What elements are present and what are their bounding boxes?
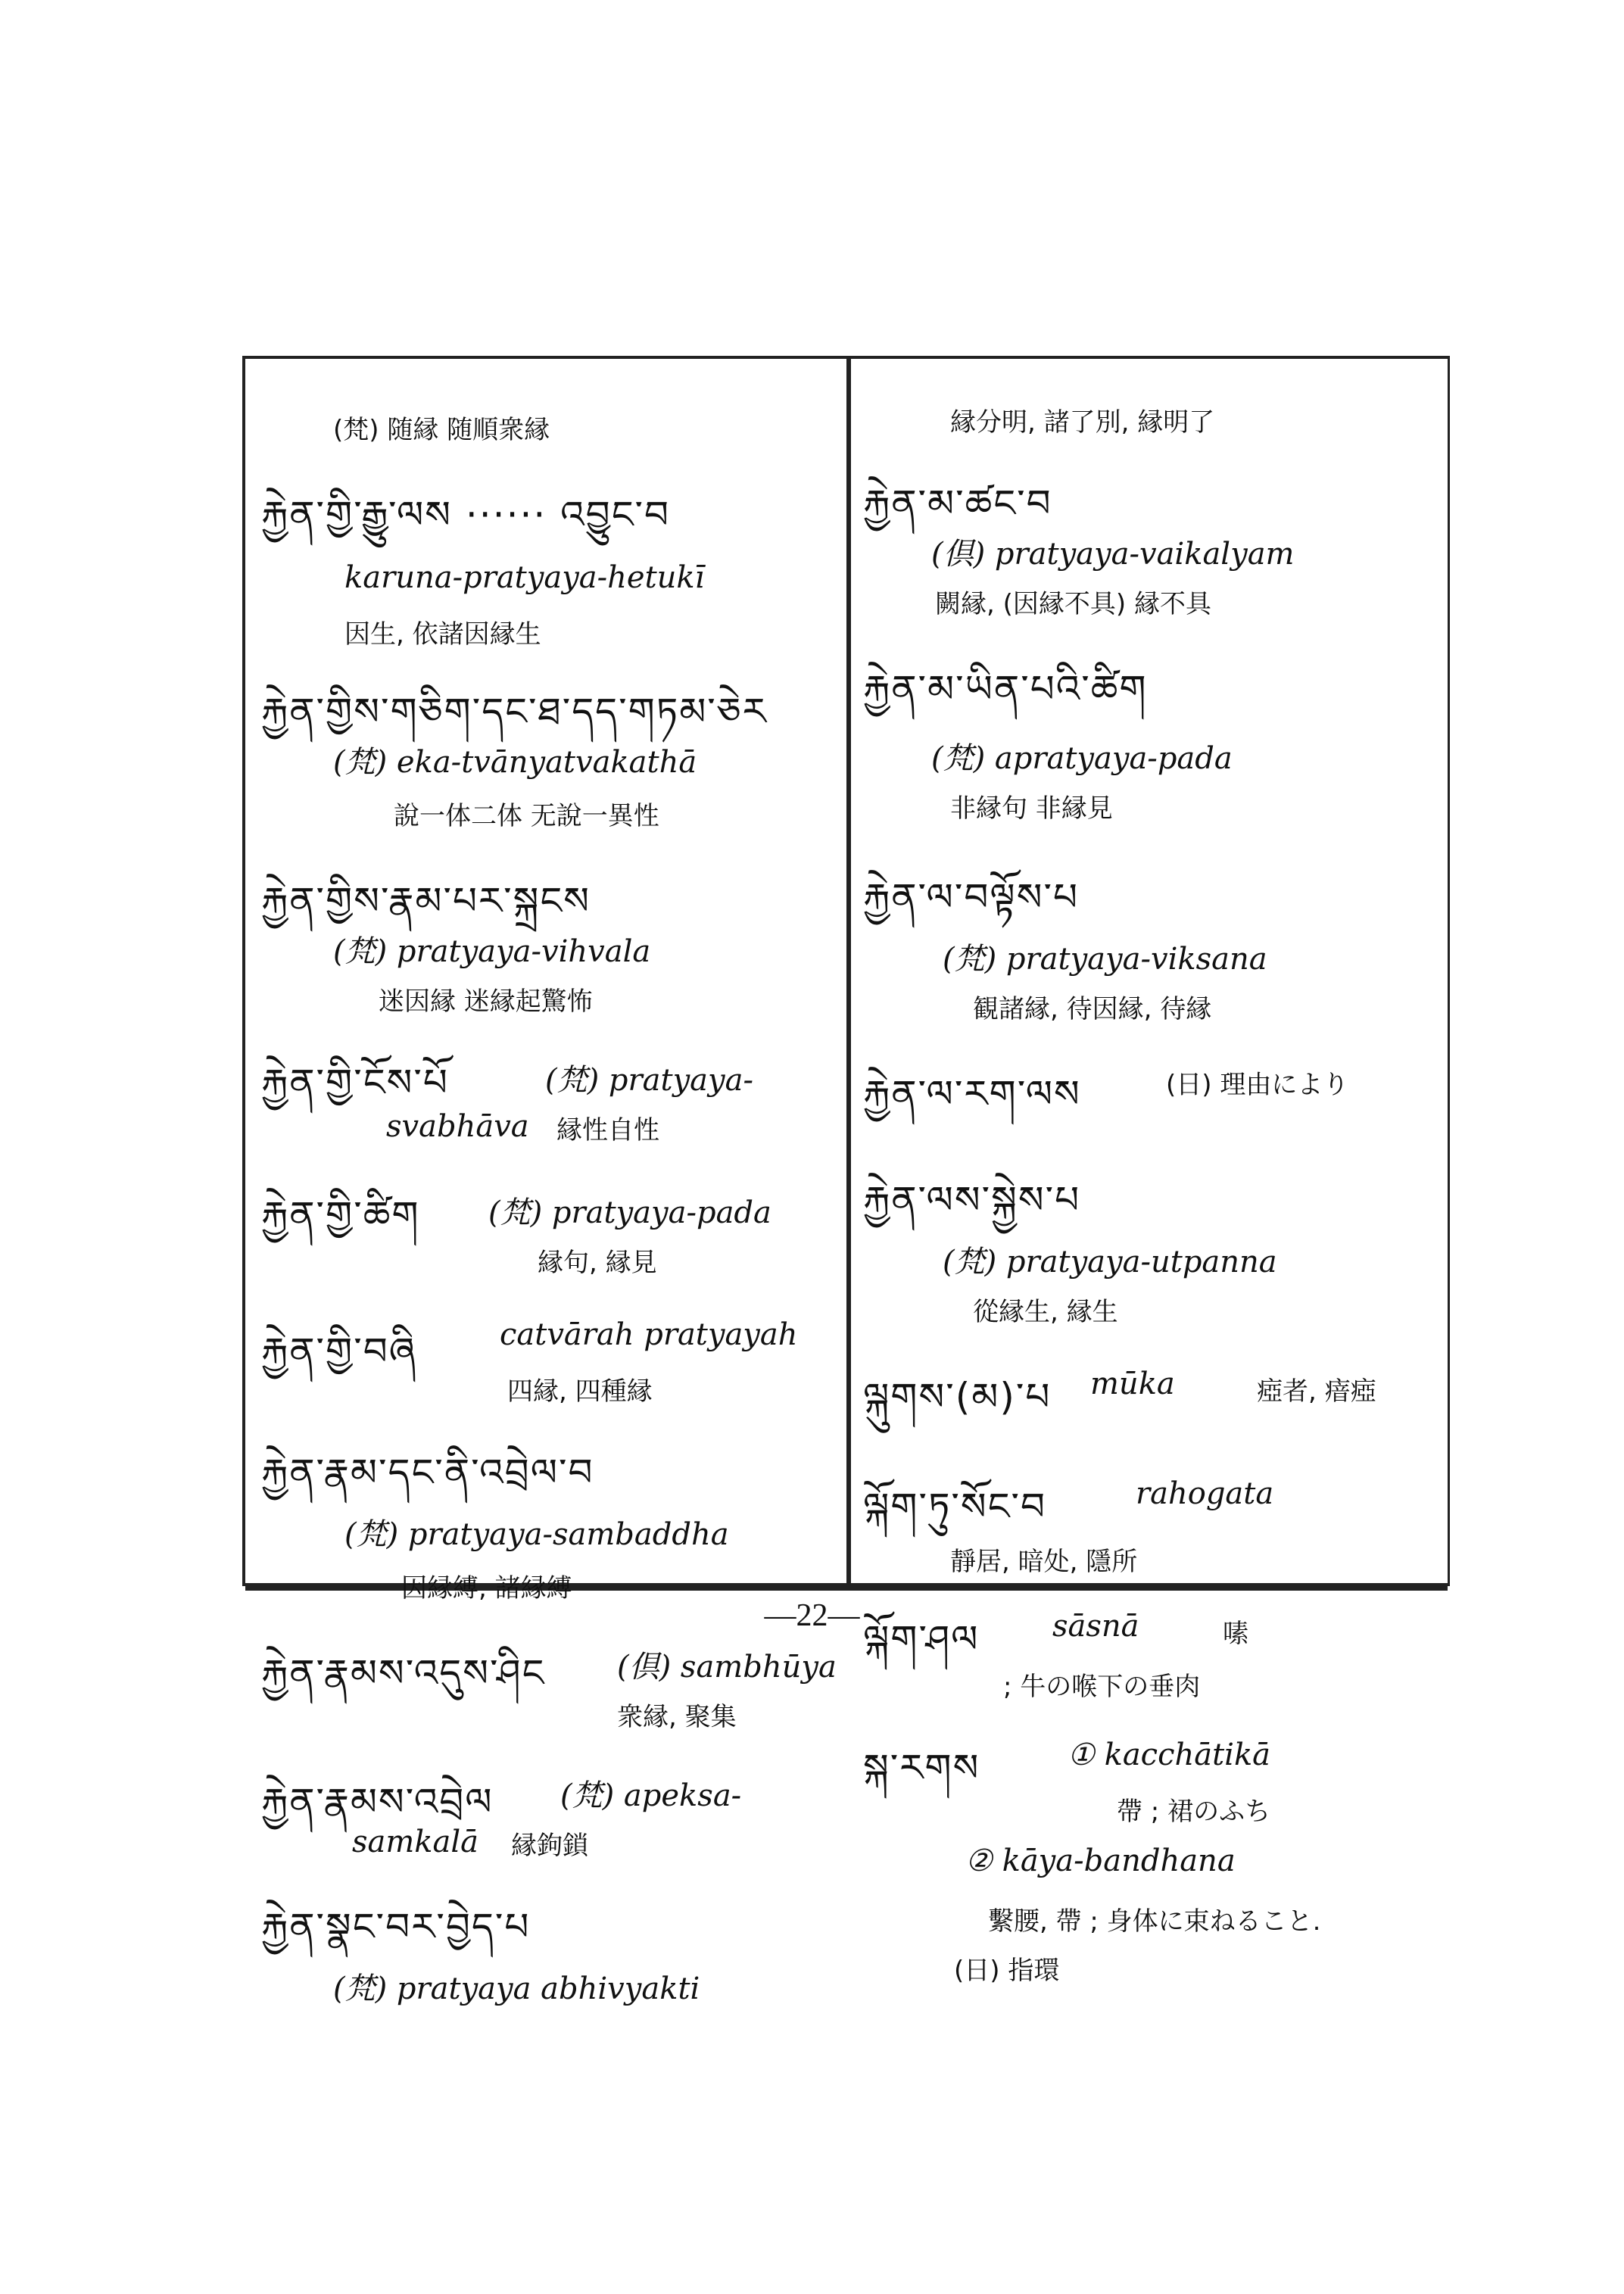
- tibetan-headword: རྐྱེན་ལས་སྐྱེས་པ: [863, 1178, 1081, 1222]
- sanskrit-term-cont: svabhāva: [386, 1109, 529, 1144]
- sanskrit-term: (梵) pratyaya abhivyakti: [333, 1971, 700, 2006]
- tibetan-headword: ལྐུགས་(མ)་པ: [863, 1375, 1052, 1419]
- tibetan-headword: རྐྱེན་ལ་རག་ལས: [863, 1072, 1081, 1116]
- entry-text: (梵) 随縁 随順衆縁: [333, 415, 550, 445]
- tibetan-headword: རྐྱེན་གྱི་བཞི: [261, 1329, 417, 1373]
- chinese-gloss: 縁句, 縁見: [538, 1248, 657, 1278]
- chinese-gloss: 非縁句 非縁見: [950, 793, 1113, 824]
- japanese-note: ; 牛の喉下の垂肉: [1003, 1672, 1201, 1702]
- sanskrit-term: (梵) pratyaya-: [545, 1063, 753, 1098]
- chinese-gloss: 縁性自性: [556, 1115, 659, 1145]
- chinese-gloss: 迷因縁 迷縁起驚怖: [379, 986, 593, 1017]
- sanskrit-term: (梵) pratyaya-viksana: [943, 942, 1267, 977]
- sanskrit-term: rahogata: [1136, 1476, 1274, 1511]
- tibetan-headword: རྐྱེན་མ་ཡིན་པའི་ཚིག: [863, 667, 1148, 711]
- tibetan-headword: རྐྱེན་གྱིས་རྣམ་པར་སྐྲངས: [261, 879, 591, 923]
- sanskrit-term: (梵) apratyaya-pada: [931, 741, 1233, 776]
- sanskrit-term: (倶) pratyaya-vaikalyam: [931, 537, 1295, 572]
- sanskrit-term: (倶) sambhūya: [617, 1650, 837, 1685]
- sanskrit-term: karuna-pratyaya-hetukī: [344, 560, 705, 595]
- chinese-gloss: 縁鉤鎖: [511, 1831, 588, 1861]
- chinese-gloss: 嗉: [1223, 1619, 1248, 1649]
- tibetan-headword: རྐྱེན་གྱིས་གཅིག་དང་ཐ་དད་གཏམ་ཅེར: [261, 690, 768, 734]
- sanskrit-term: catvārah pratyayah: [500, 1317, 798, 1352]
- chinese-gloss: 因生, 依諸因縁生: [344, 619, 541, 650]
- sanskrit-term: (梵) pratyaya-sambaddha: [344, 1517, 729, 1552]
- sanskrit-term-cont: samkalā: [352, 1825, 479, 1859]
- tibetan-headword: རྐྱེན་རྣམས་འདུས་ཤིང: [261, 1651, 546, 1695]
- sanskrit-term: sāsnā: [1052, 1609, 1139, 1644]
- tibetan-headword: རྐྱེན་རྣམ་དང་ནི་འབྲེལ་བ: [261, 1451, 594, 1495]
- entry-text: 縁分明, 諸了別, 縁明了: [950, 407, 1215, 438]
- tibetan-headword: རྐྱེན་གྱི་རྒྱུ་ལས ······ འབྱུང་བ: [261, 493, 671, 537]
- chinese-gloss: 說一体二体 无說一異性: [394, 801, 659, 831]
- tibetan-headword: རྐྱེན་མ་ཚང་བ: [863, 482, 1052, 525]
- tibetan-headword: རྐྱེན་གྱི་ངོས་པོ: [261, 1061, 449, 1105]
- right-column: [863, 371, 1442, 1986]
- chinese-gloss: 四縁, 四種縁: [507, 1376, 653, 1407]
- chinese-gloss: 観諸縁, 待因縁, 待縁: [973, 994, 1212, 1024]
- chinese-gloss: 瘂者, 瘖瘂: [1257, 1376, 1376, 1407]
- chinese-gloss: 從縁生, 縁生: [973, 1297, 1118, 1327]
- sanskrit-term: (梵) pratyaya-pada: [488, 1195, 771, 1230]
- chinese-gloss: (日) 指環: [954, 1956, 1060, 1986]
- tibetan-headword: རྐྱེན་རྣམས་འབྲེལ: [261, 1780, 494, 1824]
- sanskrit-term: mūka: [1090, 1367, 1175, 1401]
- chinese-gloss: 因縁縛, 諸縁縛: [401, 1573, 572, 1604]
- chinese-gloss: 闕縁, (因縁不具) 縁不具: [935, 589, 1211, 619]
- sanskrit-term: (梵) pratyaya-utpanna: [943, 1245, 1277, 1279]
- tibetan-headword: རྐྱེན་ལ་བལྟོས་པ: [863, 875, 1079, 919]
- chinese-gloss: 繫腰, 帶 ; 身体に束ねること.: [988, 1906, 1321, 1937]
- page-number: —22—: [764, 1598, 860, 1633]
- chinese-gloss: 衆縁, 聚集: [617, 1702, 737, 1732]
- column-divider: [846, 356, 851, 1586]
- sanskrit-term: (梵) apeksa-: [560, 1778, 742, 1813]
- tibetan-headword: ལྐོག་ཤལ: [863, 1617, 980, 1661]
- tibetan-headword: རྐྱེན་གྱི་ཚིག: [261, 1193, 420, 1237]
- tibetan-headword: ལྐོག་ཏུ་སོང་བ: [863, 1485, 1047, 1529]
- tibetan-headword: སྐ་རགས: [863, 1746, 980, 1790]
- tibetan-headword: རྐྱེན་སྣང་བར་བྱེད་པ: [261, 1905, 531, 1949]
- chinese-gloss: (日) 理由により: [1166, 1070, 1349, 1100]
- sanskrit-term: ① kacchātikā: [1068, 1738, 1271, 1772]
- sanskrit-term: (梵) pratyaya-vihvala: [333, 934, 651, 969]
- chinese-gloss: 帶 ; 裙のふち: [1117, 1797, 1271, 1827]
- sanskrit-term: (梵) eka-tvānyatvakathā: [333, 745, 697, 780]
- chinese-gloss: 靜居, 暗处, 隱所: [950, 1547, 1138, 1577]
- sanskrit-term: ② kāya-bandhana: [965, 1844, 1236, 1878]
